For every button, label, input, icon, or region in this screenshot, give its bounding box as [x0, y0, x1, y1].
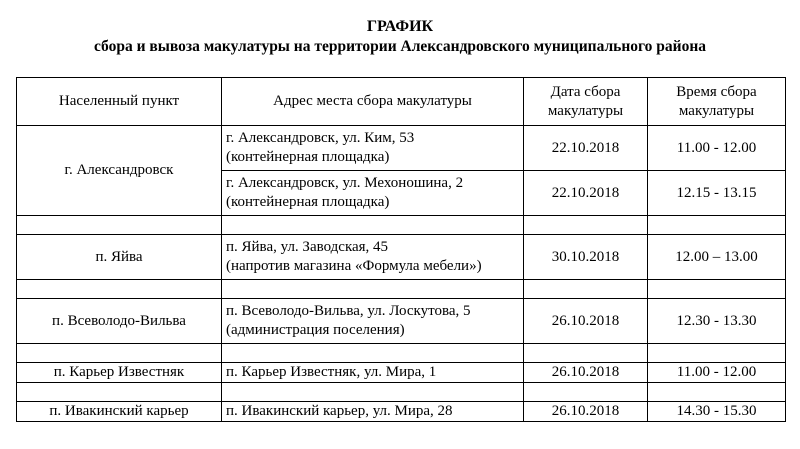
- address-note: (контейнерная площадка): [226, 194, 390, 210]
- spacer-row: [17, 383, 786, 402]
- document-subtitle: сбора и вывоза макулатуры на территории Александровского муниципального района: [93, 38, 707, 55]
- address-cell: п. Карьер Известняк, ул. Мира, 1: [222, 363, 524, 383]
- address-line: п. Всеволодо-Вильва, ул. Лоскутова, 5: [226, 303, 471, 319]
- address-line: г. Александровск, ул. Ким, 53: [226, 130, 415, 146]
- address-cell: [222, 299, 524, 344]
- column-header-date: Дата сбора макулатуры: [524, 78, 648, 126]
- table-row: [17, 126, 786, 171]
- column-header-address: Адрес места сбора макулатуры: [222, 78, 524, 126]
- address-cell: п. Ивакинский карьер, ул. Мира, 28: [222, 402, 524, 422]
- table-row: [17, 235, 786, 280]
- table-row: [17, 363, 786, 383]
- table-row: [17, 402, 786, 422]
- settlement-cell: п. Всеволодо-Вильва: [17, 299, 222, 344]
- address-cell: [222, 171, 524, 216]
- address-line: г. Александровск, ул. Мехоношина, 2: [226, 175, 464, 191]
- address-line: п. Яйва, ул. Заводская, 45: [226, 239, 389, 255]
- address-cell: [222, 126, 524, 171]
- column-header-time: Время сбора макулатуры: [648, 78, 786, 126]
- settlement-cell: п. Яйва: [17, 235, 222, 280]
- date-cell: 26.10.2018: [524, 363, 648, 383]
- time-cell: 12.30 - 13.30: [648, 299, 786, 344]
- date-cell: 22.10.2018: [524, 171, 648, 216]
- settlement-cell: п. Карьер Известняк: [17, 363, 222, 383]
- time-cell: 14.30 - 15.30: [648, 402, 786, 422]
- address-note: (контейнерная площадка): [226, 149, 390, 165]
- settlement-cell: г. Александровск: [17, 126, 222, 216]
- time-cell: 11.00 - 12.00: [648, 363, 786, 383]
- address-note: (напротив магазина «Формула мебели»): [226, 258, 482, 274]
- spacer-row: [17, 280, 786, 299]
- table-header-row: [17, 78, 786, 126]
- date-cell: 22.10.2018: [524, 126, 648, 171]
- spacer-row: [17, 216, 786, 235]
- time-cell: 12.15 - 13.15: [648, 171, 786, 216]
- column-header-settlement: Населенный пункт: [17, 78, 222, 126]
- time-cell: 12.00 – 13.00: [648, 235, 786, 280]
- spacer-row: [17, 344, 786, 363]
- date-cell: 26.10.2018: [524, 299, 648, 344]
- table-row: [17, 299, 786, 344]
- date-cell: 26.10.2018: [524, 402, 648, 422]
- address-note: (администрация поселения): [226, 322, 405, 338]
- schedule-table: [16, 77, 786, 422]
- settlement-cell: п. Ивакинский карьер: [17, 402, 222, 422]
- address-cell: [222, 235, 524, 280]
- document-title: ГРАФИК: [366, 18, 434, 35]
- time-cell: 11.00 - 12.00: [648, 126, 786, 171]
- date-cell: 30.10.2018: [524, 235, 648, 280]
